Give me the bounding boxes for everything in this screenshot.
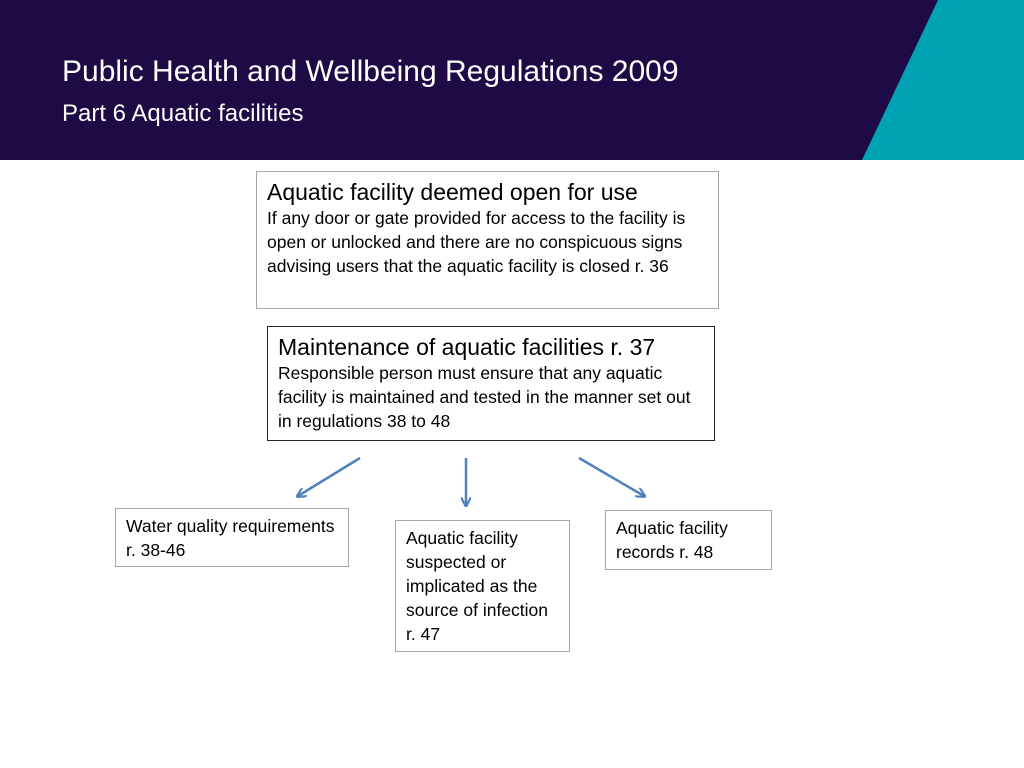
page-title: Public Health and Wellbeing Regulations 2009 xyxy=(62,55,679,88)
records-box xyxy=(605,510,772,570)
arrow-left xyxy=(298,458,360,496)
infection-box xyxy=(395,520,570,652)
open-for-use-box xyxy=(256,171,719,309)
header-banner xyxy=(0,0,1024,160)
water-quality-text: Water quality requirements r. 38-46 xyxy=(126,516,335,560)
page-subtitle: Part 6 Aquatic facilities xyxy=(62,100,304,127)
open-for-use-body: If any door or gate provided for access to the facility is open or unlocked and there are no conspicuous signs advising users that the aquatic facility is closed r. 36 xyxy=(267,208,686,276)
maintenance-body: Responsible person must ensure that any aquatic facility is maintained and tested in the manner set out in regulations 38 to 48 xyxy=(278,363,691,431)
arrow-right xyxy=(579,458,644,496)
water-quality-box xyxy=(115,508,349,567)
infection-text: Aquatic facility suspected or implicated as the source of infection r. 47 xyxy=(406,528,549,644)
records-text: Aquatic facility records r. 48 xyxy=(616,518,728,562)
maintenance-box xyxy=(267,326,715,441)
maintenance-heading: Maintenance of aquatic facilities r. 37 xyxy=(278,334,656,360)
open-for-use-heading: Aquatic facility deemed open for use xyxy=(267,179,638,205)
